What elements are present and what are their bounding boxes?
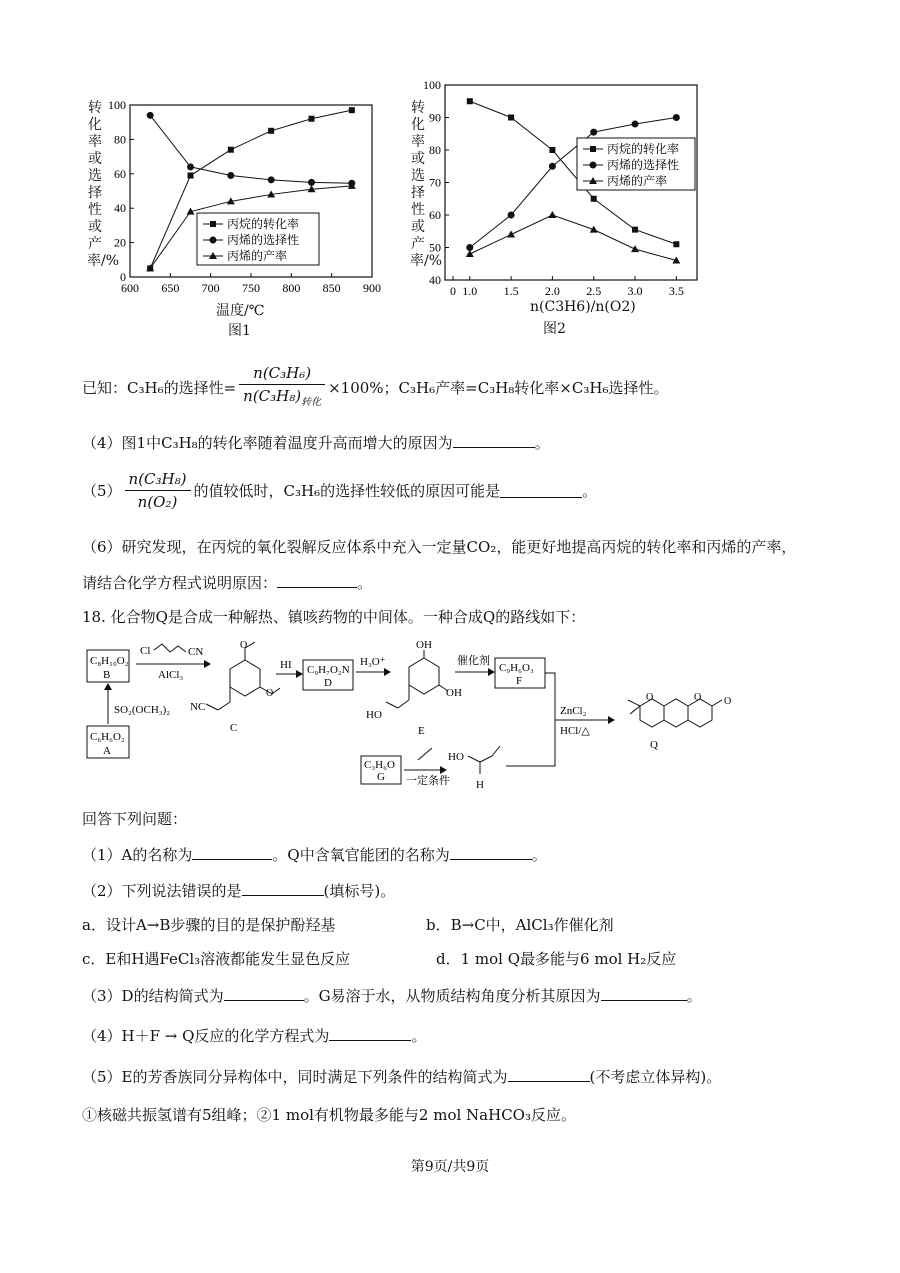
data-point [508, 115, 514, 121]
data-point [227, 172, 234, 179]
legend-marker [590, 162, 597, 169]
reagent-c-to-d: HI [280, 659, 292, 671]
legend-label: 丙烯的产率 [227, 249, 288, 263]
connector-h [506, 720, 555, 766]
reagent-b-to-c-catalyst: AlCl₃ [158, 669, 184, 681]
x-tick-label: 750 [242, 281, 260, 295]
compound-e-structure [386, 650, 448, 708]
question-3-part-b: 。G易溶于水，从物质结构角度分析其原因为 [303, 987, 601, 1005]
question-3-part-a: （3）D的结构简式为 [82, 987, 224, 1005]
reagent-b-to-c-cn: CN [188, 646, 204, 658]
arrowhead-b-to-c [204, 660, 211, 668]
known-den-text: n(C₃H₈) [243, 387, 302, 405]
question-5-fraction [125, 468, 191, 513]
arrowhead-c-to-d [296, 670, 303, 678]
x-tick-label: 600 [121, 281, 139, 295]
y-tick-label: 80 [114, 132, 126, 147]
data-point [349, 107, 355, 113]
compound-h-label: H [476, 779, 484, 791]
data-point [631, 245, 639, 252]
answer-blank[interactable] [453, 433, 535, 448]
connector-f [545, 673, 555, 720]
compound-c-structure [206, 642, 280, 710]
answer-blank[interactable] [500, 483, 582, 498]
reagent-b-to-c-chain [154, 644, 186, 652]
compound-e-ho: HO [366, 709, 382, 721]
question-5-prefix: （5） [82, 481, 122, 500]
data-point [467, 98, 473, 104]
compound-d-label: D [324, 677, 332, 689]
conditions: ①核磁共振氢谱有5组峰；②1 mol有机物最多能与2 mol NaHCO₃反应。 [82, 1106, 576, 1124]
answer-intro: 回答下列问题： [82, 810, 188, 828]
legend-marker [210, 237, 217, 244]
compound-c-o2: O [266, 688, 274, 699]
y-tick-label: 50 [429, 240, 441, 255]
x-tick-label: 3.5 [668, 284, 684, 298]
data-point [466, 244, 473, 251]
option-b: b．B→C中，AlCl₃作催化剂 [426, 916, 614, 934]
compound-h-ho: HO [448, 751, 464, 763]
data-point [507, 231, 515, 238]
question-1-part-b: 。Q中含氧官能团的名称为 [272, 846, 450, 864]
x-tick-label: 800 [282, 281, 301, 295]
y-tick-label: 90 [429, 110, 441, 125]
data-point [466, 250, 474, 257]
legend-marker [210, 221, 216, 227]
y-tick-label: 40 [429, 273, 441, 287]
data-point [268, 176, 275, 183]
arrowhead-to-q [608, 716, 615, 724]
compound-e-oh-top: OH [416, 639, 432, 651]
data-point [508, 212, 515, 219]
page-footer: 第9页/共9页 [410, 1159, 490, 1175]
question-5-numerator: n(C₃H₈) [125, 468, 191, 491]
question-5-suffix: 的值较低时，C₃H₆的选择性较低的原因可能是 [193, 481, 501, 500]
data-point [673, 241, 679, 247]
question-4b [82, 1025, 426, 1047]
data-point [548, 211, 556, 218]
compound-b-label: B [103, 669, 111, 681]
question-4b-part-b: 。 [411, 1027, 427, 1045]
compound-c-label: C [230, 722, 238, 734]
x-tick-label: 900 [363, 281, 381, 295]
option-d: d．1 mol Q最多能与6 mol H₂反应 [436, 950, 677, 968]
compound-q-structure [628, 699, 722, 727]
y-tick-label: 0 [120, 270, 126, 284]
question-5b [82, 1066, 721, 1088]
question-4: （4）图1中C₃H₈的转化率随着温度升高而增大的原因为 。 [82, 434, 550, 452]
chart-2-ylabel: 转化率或选择性或产率/% [410, 100, 443, 269]
question-6-line-1: （6）研究发现，在丙烷的氧化裂解反应体系中充入一定量CO₂，能更好地提高丙烷的转化率和丙烯的产率， [82, 538, 797, 556]
y-tick-label: 100 [108, 98, 126, 112]
x-tick-label: 700 [201, 281, 220, 295]
data-point [591, 196, 597, 202]
data-point [549, 163, 556, 170]
compound-c-nc: NC [190, 701, 206, 713]
question-18-stem: 18. 化合物Q是合成一种解热、镇咳药物的中间体。一种合成Q的路线如下： [82, 608, 586, 626]
y-tick-label: 60 [429, 208, 441, 222]
compound-g-formula: C₃H₆O [364, 759, 395, 771]
question-3-part-c: 。 [686, 987, 702, 1005]
legend-label: 丙烯的选择性 [227, 233, 300, 247]
data-point [673, 114, 680, 121]
question-1 [82, 844, 547, 866]
legend-label: 丙烷的转化率 [607, 142, 680, 156]
x-tick-label: 2.0 [544, 284, 560, 298]
data-point [187, 163, 194, 170]
reagent-g-to-h-condition: 一定条件 [406, 775, 450, 787]
x-tick-label: 1.5 [503, 284, 519, 298]
x-tick-label: 0 [450, 284, 456, 298]
option-c: c．E和H遇FeCl₃溶液都能发生显色反应 [82, 950, 351, 968]
compound-a-label: A [103, 745, 111, 757]
data-point [268, 128, 274, 134]
question-5: （5） $\frac{\text{n(C₃H₈)}}{\text{n(O₂)}}$ 的值较低时，C₃H₆的选择性较低的原因可能是 。 [82, 470, 598, 511]
known-fraction [239, 362, 325, 414]
compound-q-o2: O [694, 692, 702, 703]
y-tick-label: 100 [423, 80, 441, 92]
compound-f-label: F [516, 675, 523, 687]
arrowhead-e-to-f [488, 668, 495, 676]
known-den-sub: 转化 [301, 397, 322, 408]
answer-blank[interactable] [450, 845, 532, 860]
answer-blank[interactable] [192, 845, 272, 860]
x-tick-label: 2.5 [586, 284, 602, 298]
data-point [590, 129, 597, 136]
option-a: a．设计A→B步骤的目的是保护酚羟基 [82, 916, 336, 934]
data-point [309, 116, 315, 122]
reagent-g-to-h-alkyne [418, 748, 432, 760]
answer-blank[interactable] [224, 986, 304, 1001]
reagent-a-to-b: SO₂(OCH₃)₂ [114, 704, 171, 716]
question-2-part-b: (填标号)。 [323, 882, 396, 900]
x-tick-label: 1.0 [462, 284, 478, 298]
answer-blank[interactable] [242, 881, 324, 896]
reagent-b-to-c-cl: Cl [140, 645, 151, 657]
x-tick-label: 850 [322, 281, 341, 295]
y-tick-label: 20 [114, 235, 126, 250]
legend-label: 丙烷的转化率 [227, 217, 300, 231]
reagent-to-q-bottom: HCl/△ [560, 725, 590, 737]
chart-2-xlabel: n(C3H6)/n(O2) [530, 299, 636, 315]
compound-g-label: G [377, 771, 385, 783]
y-tick-label: 60 [114, 166, 126, 181]
compound-h-structure [468, 746, 500, 774]
known-definition [82, 362, 668, 414]
question-3 [82, 985, 702, 1007]
question-5b-part-a: （5）E的芳香族同分异构体中，同时满足下列条件的结构简式为 [82, 1068, 508, 1086]
reagent-to-q-top: ZnCl₂ [560, 705, 587, 717]
reagent-d-to-e: H₃O⁺ [360, 656, 386, 668]
data-point [632, 227, 638, 233]
known-denominator [239, 385, 325, 414]
compound-a-formula: C₆H₆O₂ [90, 731, 125, 743]
compound-b-formula: C₈H₁₀O₂ [90, 655, 129, 667]
legend-label: 丙烯的选择性 [607, 158, 680, 172]
answer-blank[interactable] [329, 1026, 411, 1041]
compound-q-label: Q [650, 739, 658, 751]
arrowhead-d-to-e [384, 668, 391, 676]
y-tick-label: 80 [429, 143, 441, 157]
data-point [632, 121, 639, 128]
legend-marker [590, 146, 596, 152]
chart-1-xlabel: 温度/℃ [216, 303, 265, 319]
data-point [228, 147, 234, 153]
compound-e-oh-side: OH [446, 687, 462, 699]
answer-blank[interactable] [601, 986, 687, 1001]
chart-1-caption: 图1 [228, 323, 251, 339]
compound-c-o1: O [240, 640, 248, 651]
question-4b-part-a: （4）H＋F → Q反应的化学方程式为 [82, 1027, 330, 1045]
chart-1-legend [197, 213, 319, 265]
chart-2-caption: 图2 [543, 321, 566, 337]
y-tick-label: 70 [429, 175, 441, 190]
compound-q-o3: O [724, 696, 732, 707]
question-5-denominator: n(O₂) [137, 493, 178, 511]
data-point [549, 147, 555, 153]
known-suffix: ×100%；C₃H₆产率=C₃H₈转化率×C₃H₆选择性。 [328, 379, 669, 397]
compound-e-label: E [418, 725, 425, 737]
question-4-text: （4）图1中C₃H₈的转化率随着温度升高而增大的原因为 [82, 434, 453, 452]
known-numerator: n(C₃H₆) [239, 362, 325, 385]
legend-label: 丙烯的产率 [607, 174, 668, 188]
synthesis-scheme [80, 638, 760, 798]
arrowhead-g-to-h [440, 766, 447, 774]
arrowhead-a-to-b [104, 683, 112, 690]
x-tick-label: 3.0 [627, 284, 643, 298]
question-6-line-2: 请结合化学方程式说明原因： 。 [82, 574, 373, 592]
answer-blank[interactable] [277, 573, 357, 588]
question-2 [82, 880, 395, 902]
question-5b-part-b: (不考虑立体异构)。 [589, 1068, 722, 1086]
question-1-part-c: 。 [531, 846, 547, 864]
question-2-part-a: （2）下列说法错误的是 [82, 882, 242, 900]
series-line [470, 215, 677, 261]
compound-f-formula: C₉H₆O₃ [499, 662, 534, 674]
question-1-part-a: （1）A的名称为 [82, 846, 193, 864]
reagent-e-to-f: 催化剂 [457, 655, 490, 667]
question-6-text: 请结合化学方程式说明原因： [82, 574, 278, 592]
known-prefix: 已知：C₃H₆的选择性= [82, 379, 237, 397]
compound-q-o1: O [646, 692, 654, 703]
data-point [308, 179, 315, 186]
answer-blank[interactable] [508, 1067, 590, 1082]
series-line [150, 115, 352, 183]
y-tick-label: 40 [114, 201, 126, 216]
x-tick-label: 650 [161, 281, 180, 295]
chart-2-legend [577, 138, 695, 190]
chart-1-ylabel: 转化率或选择性或产率/% [87, 100, 120, 269]
compound-d-formula: C₉H₇O₂N [307, 664, 350, 676]
data-point [188, 173, 194, 179]
data-point [147, 112, 154, 119]
